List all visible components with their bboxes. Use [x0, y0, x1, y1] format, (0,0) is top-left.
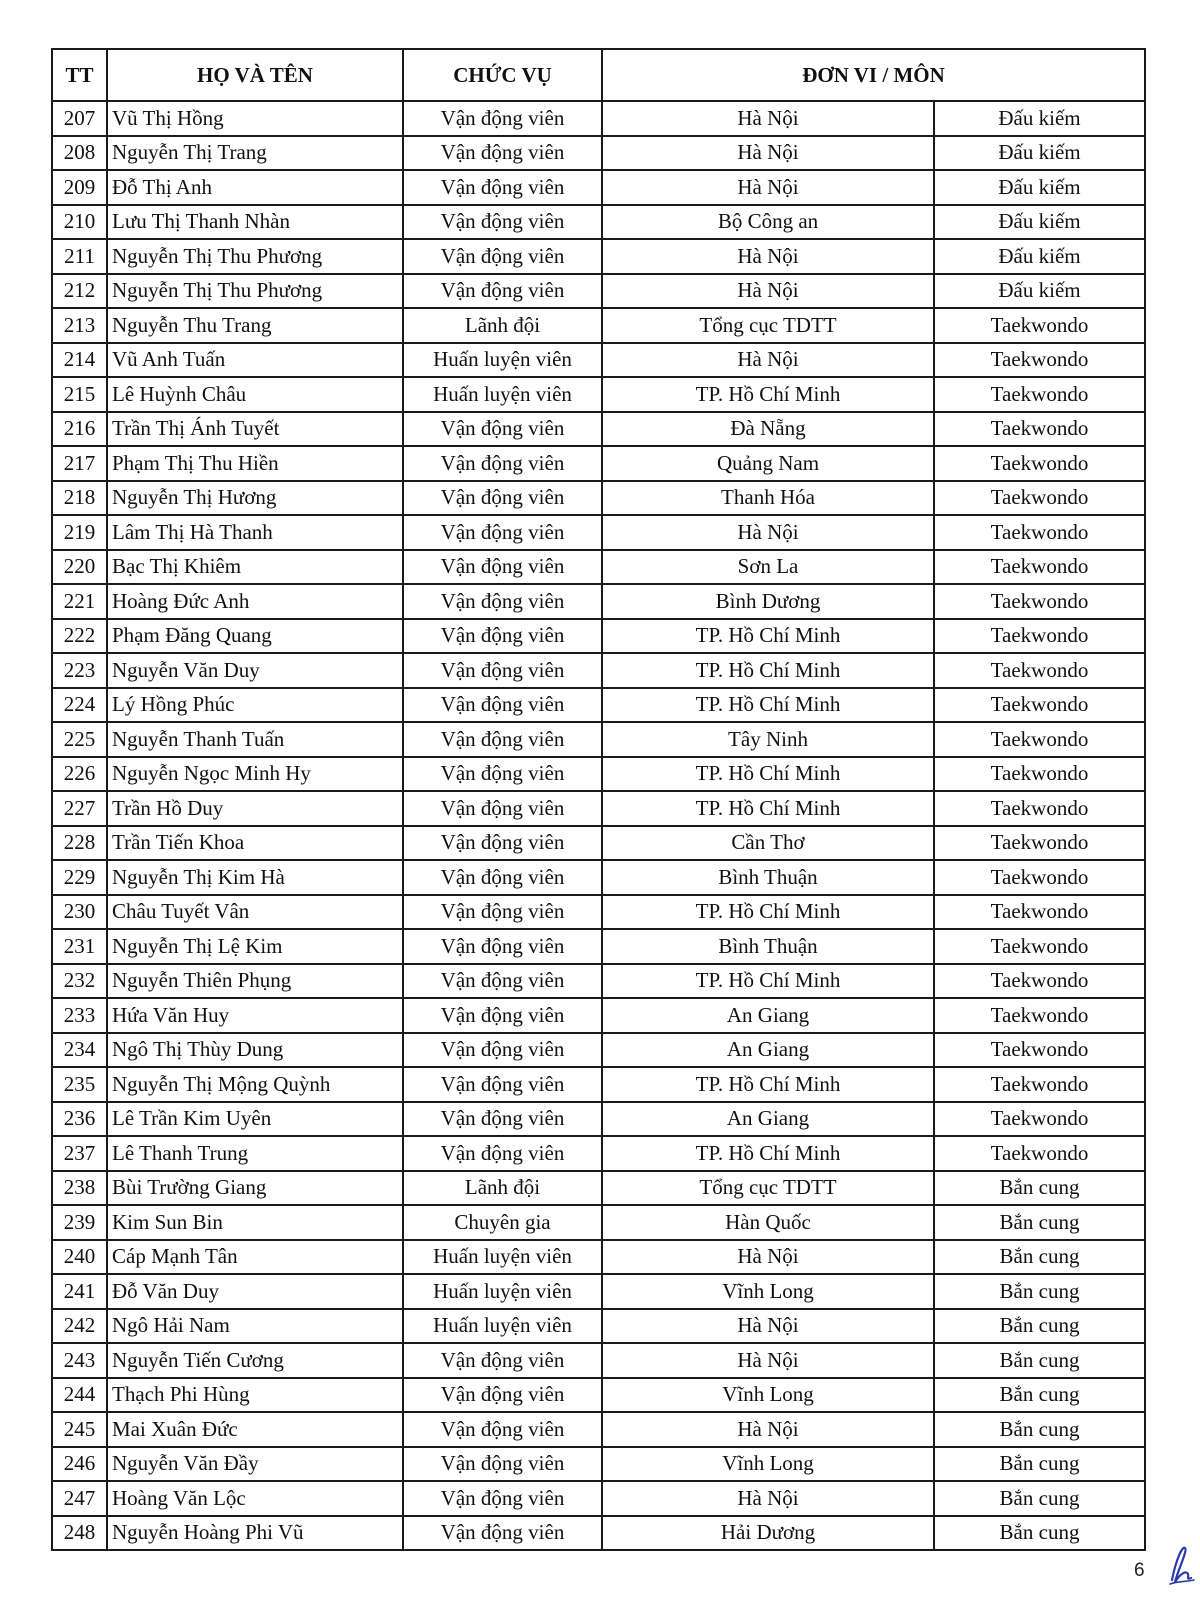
cell-unit: TP. Hồ Chí Minh: [602, 964, 934, 999]
cell-unit: An Giang: [602, 998, 934, 1033]
cell-tt: 208: [52, 136, 107, 171]
cell-sport: Bắn cung: [934, 1343, 1145, 1378]
cell-role: Vận động viên: [403, 1412, 602, 1447]
table-row: [52, 170, 1145, 205]
cell-role: Vận động viên: [403, 688, 602, 723]
cell-sport: Taekwondo: [934, 688, 1145, 723]
cell-role: Vận động viên: [403, 757, 602, 792]
table-row: [52, 1481, 1145, 1516]
cell-role: Vận động viên: [403, 274, 602, 309]
cell-sport: Taekwondo: [934, 377, 1145, 412]
cell-name: Bùi Trường Giang: [107, 1171, 403, 1206]
table-row: [52, 998, 1145, 1033]
cell-sport: Đấu kiếm: [934, 170, 1145, 205]
table-row: [52, 964, 1145, 999]
cell-role: Vận động viên: [403, 239, 602, 274]
cell-tt: 210: [52, 205, 107, 240]
cell-tt: 215: [52, 377, 107, 412]
cell-unit: Sơn La: [602, 550, 934, 585]
cell-sport: Taekwondo: [934, 1136, 1145, 1171]
cell-tt: 231: [52, 929, 107, 964]
cell-tt: 247: [52, 1481, 107, 1516]
cell-name: Nguyễn Thu Trang: [107, 308, 403, 343]
cell-sport: Taekwondo: [934, 653, 1145, 688]
cell-sport: Taekwondo: [934, 722, 1145, 757]
table-row: [52, 757, 1145, 792]
cell-name: Mai Xuân Đức: [107, 1412, 403, 1447]
table-row: [52, 1033, 1145, 1068]
cell-role: Vận động viên: [403, 964, 602, 999]
cell-sport: Taekwondo: [934, 860, 1145, 895]
cell-name: Lưu Thị Thanh Nhàn: [107, 205, 403, 240]
table-row: [52, 550, 1145, 585]
table-row: [52, 136, 1145, 171]
table-row: [52, 377, 1145, 412]
cell-tt: 212: [52, 274, 107, 309]
cell-name: Châu Tuyết Vân: [107, 895, 403, 930]
table-row: [52, 1274, 1145, 1309]
cell-tt: 213: [52, 308, 107, 343]
cell-sport: Đấu kiếm: [934, 101, 1145, 136]
cell-sport: Taekwondo: [934, 757, 1145, 792]
cell-name: Lê Thanh Trung: [107, 1136, 403, 1171]
cell-name: Trần Tiến Khoa: [107, 826, 403, 861]
cell-tt: 222: [52, 619, 107, 654]
cell-sport: Taekwondo: [934, 584, 1145, 619]
cell-unit: Cần Thơ: [602, 826, 934, 861]
table-row: [52, 1447, 1145, 1482]
cell-sport: Bắn cung: [934, 1378, 1145, 1413]
cell-tt: 228: [52, 826, 107, 861]
cell-unit: Đà Nẵng: [602, 412, 934, 447]
cell-name: Kim Sun Bin: [107, 1205, 403, 1240]
cell-role: Vận động viên: [403, 136, 602, 171]
cell-tt: 227: [52, 791, 107, 826]
cell-unit: Hà Nội: [602, 1240, 934, 1275]
cell-tt: 220: [52, 550, 107, 585]
cell-role: Huấn luyện viên: [403, 377, 602, 412]
cell-unit: Vĩnh Long: [602, 1447, 934, 1482]
cell-unit: TP. Hồ Chí Minh: [602, 791, 934, 826]
cell-unit: TP. Hồ Chí Minh: [602, 619, 934, 654]
cell-sport: Đấu kiếm: [934, 239, 1145, 274]
cell-tt: 216: [52, 412, 107, 447]
cell-name: Nguyễn Thanh Tuấn: [107, 722, 403, 757]
table-row: [52, 308, 1145, 343]
cell-name: Nguyễn Thị Thu Phương: [107, 274, 403, 309]
cell-unit: Hà Nội: [602, 170, 934, 205]
cell-tt: 236: [52, 1102, 107, 1137]
cell-tt: 214: [52, 343, 107, 378]
table-row: [52, 1309, 1145, 1344]
cell-sport: Đấu kiếm: [934, 205, 1145, 240]
cell-sport: Taekwondo: [934, 550, 1145, 585]
cell-sport: Bắn cung: [934, 1205, 1145, 1240]
cell-name: Nguyễn Thị Hương: [107, 481, 403, 516]
cell-unit: Hà Nội: [602, 136, 934, 171]
cell-name: Nguyễn Tiến Cương: [107, 1343, 403, 1378]
table-row: [52, 1343, 1145, 1378]
cell-tt: 233: [52, 998, 107, 1033]
cell-unit: Bộ Công an: [602, 205, 934, 240]
cell-role: Vận động viên: [403, 1447, 602, 1482]
cell-name: Lê Trần Kim Uyên: [107, 1102, 403, 1137]
table-row: [52, 205, 1145, 240]
cell-tt: 241: [52, 1274, 107, 1309]
table-row: [52, 1067, 1145, 1102]
cell-sport: Taekwondo: [934, 481, 1145, 516]
table-row: [52, 1136, 1145, 1171]
cell-name: Thạch Phi Hùng: [107, 1378, 403, 1413]
cell-name: Hoàng Văn Lộc: [107, 1481, 403, 1516]
cell-unit: Bình Thuận: [602, 929, 934, 964]
table-row: [52, 584, 1145, 619]
cell-name: Ngô Thị Thùy Dung: [107, 1033, 403, 1068]
table-row: [52, 791, 1145, 826]
cell-name: Nguyễn Văn Duy: [107, 653, 403, 688]
cell-tt: 240: [52, 1240, 107, 1275]
cell-sport: Taekwondo: [934, 1102, 1145, 1137]
cell-tt: 218: [52, 481, 107, 516]
cell-role: Vận động viên: [403, 826, 602, 861]
cell-unit: Hàn Quốc: [602, 1205, 934, 1240]
cell-unit: Quảng Nam: [602, 446, 934, 481]
cell-tt: 235: [52, 1067, 107, 1102]
table-row: [52, 412, 1145, 447]
cell-tt: 237: [52, 1136, 107, 1171]
cell-unit: Hà Nội: [602, 1412, 934, 1447]
cell-unit: Hà Nội: [602, 101, 934, 136]
cell-tt: 244: [52, 1378, 107, 1413]
cell-unit: Hà Nội: [602, 1309, 934, 1344]
cell-tt: 245: [52, 1412, 107, 1447]
cell-name: Cáp Mạnh Tân: [107, 1240, 403, 1275]
cell-role: Huấn luyện viên: [403, 1240, 602, 1275]
table-row: [52, 860, 1145, 895]
cell-name: Bạc Thị Khiêm: [107, 550, 403, 585]
table-row: [52, 929, 1145, 964]
cell-tt: 207: [52, 101, 107, 136]
cell-unit: TP. Hồ Chí Minh: [602, 377, 934, 412]
cell-name: Phạm Thị Thu Hiền: [107, 446, 403, 481]
cell-role: Vận động viên: [403, 860, 602, 895]
cell-tt: 224: [52, 688, 107, 723]
cell-tt: 226: [52, 757, 107, 792]
cell-tt: 225: [52, 722, 107, 757]
cell-tt: 221: [52, 584, 107, 619]
cell-sport: Taekwondo: [934, 619, 1145, 654]
cell-role: Vận động viên: [403, 481, 602, 516]
cell-role: Vận động viên: [403, 412, 602, 447]
cell-name: Hoàng Đức Anh: [107, 584, 403, 619]
cell-sport: Taekwondo: [934, 1067, 1145, 1102]
cell-tt: 230: [52, 895, 107, 930]
table-row: [52, 826, 1145, 861]
cell-sport: Taekwondo: [934, 308, 1145, 343]
cell-role: Vận động viên: [403, 929, 602, 964]
cell-unit: TP. Hồ Chí Minh: [602, 895, 934, 930]
cell-name: Nguyễn Thiên Phụng: [107, 964, 403, 999]
cell-unit: Hà Nội: [602, 1343, 934, 1378]
cell-tt: 209: [52, 170, 107, 205]
cell-unit: TP. Hồ Chí Minh: [602, 1136, 934, 1171]
cell-name: Nguyễn Thị Kim Hà: [107, 860, 403, 895]
cell-sport: Taekwondo: [934, 929, 1145, 964]
cell-role: Vận động viên: [403, 101, 602, 136]
cell-role: Vận động viên: [403, 653, 602, 688]
cell-role: Vận động viên: [403, 446, 602, 481]
cell-name: Đỗ Thị Anh: [107, 170, 403, 205]
cell-tt: 248: [52, 1516, 107, 1551]
cell-unit: Hà Nội: [602, 274, 934, 309]
cell-sport: Đấu kiếm: [934, 136, 1145, 171]
cell-unit: Bình Thuận: [602, 860, 934, 895]
cell-name: Lê Huỳnh Châu: [107, 377, 403, 412]
cell-name: Nguyễn Hoàng Phi Vũ: [107, 1516, 403, 1551]
table-row: [52, 1171, 1145, 1206]
cell-name: Nguyễn Văn Đầy: [107, 1447, 403, 1482]
table-row: [52, 515, 1145, 550]
cell-name: Trần Thị Ánh Tuyết: [107, 412, 403, 447]
table-row: [52, 481, 1145, 516]
cell-unit: Vĩnh Long: [602, 1378, 934, 1413]
cell-unit: An Giang: [602, 1102, 934, 1137]
cell-sport: Bắn cung: [934, 1481, 1145, 1516]
cell-unit: Tổng cục TDTT: [602, 308, 934, 343]
cell-role: Vận động viên: [403, 791, 602, 826]
cell-name: Nguyễn Thị Trang: [107, 136, 403, 171]
cell-unit: TP. Hồ Chí Minh: [602, 1067, 934, 1102]
table-row: [52, 1205, 1145, 1240]
table-row: [52, 343, 1145, 378]
cell-unit: Thanh Hóa: [602, 481, 934, 516]
cell-role: Huấn luyện viên: [403, 343, 602, 378]
cell-unit: Hà Nội: [602, 515, 934, 550]
header-name: HỌ VÀ TÊN: [107, 49, 403, 101]
cell-sport: Taekwondo: [934, 1033, 1145, 1068]
cell-name: Trần Hồ Duy: [107, 791, 403, 826]
table-row: [52, 653, 1145, 688]
cell-tt: 243: [52, 1343, 107, 1378]
cell-sport: Taekwondo: [934, 343, 1145, 378]
cell-unit: TP. Hồ Chí Minh: [602, 757, 934, 792]
cell-tt: 239: [52, 1205, 107, 1240]
cell-tt: 211: [52, 239, 107, 274]
cell-role: Vận động viên: [403, 1343, 602, 1378]
table-row: [52, 688, 1145, 723]
cell-sport: Taekwondo: [934, 446, 1145, 481]
table-row: [52, 101, 1145, 136]
cell-name: Vũ Thị Hồng: [107, 101, 403, 136]
cell-unit: Vĩnh Long: [602, 1274, 934, 1309]
cell-sport: Bắn cung: [934, 1171, 1145, 1206]
cell-name: Nguyễn Ngọc Minh Hy: [107, 757, 403, 792]
cell-role: Vận động viên: [403, 515, 602, 550]
cell-unit: Hà Nội: [602, 343, 934, 378]
cell-name: Phạm Đăng Quang: [107, 619, 403, 654]
cell-role: Vận động viên: [403, 1102, 602, 1137]
cell-name: Nguyễn Thị Mộng Quỳnh: [107, 1067, 403, 1102]
cell-tt: 238: [52, 1171, 107, 1206]
table-row: [52, 239, 1145, 274]
cell-role: Vận động viên: [403, 1067, 602, 1102]
cell-unit: TP. Hồ Chí Minh: [602, 688, 934, 723]
table-row: [52, 1240, 1145, 1275]
cell-sport: Taekwondo: [934, 791, 1145, 826]
roster-table: [51, 48, 1146, 1551]
cell-unit: Tây Ninh: [602, 722, 934, 757]
cell-role: Chuyên gia: [403, 1205, 602, 1240]
cell-role: Huấn luyện viên: [403, 1309, 602, 1344]
cell-role: Vận động viên: [403, 1516, 602, 1551]
cell-sport: Taekwondo: [934, 964, 1145, 999]
cell-sport: Taekwondo: [934, 998, 1145, 1033]
header-row: [52, 49, 1145, 101]
cell-role: Vận động viên: [403, 1378, 602, 1413]
cell-role: Vận động viên: [403, 1136, 602, 1171]
cell-role: Vận động viên: [403, 895, 602, 930]
cell-role: Lãnh đội: [403, 1171, 602, 1206]
cell-role: Vận động viên: [403, 584, 602, 619]
cell-sport: Đấu kiếm: [934, 274, 1145, 309]
cell-unit: Hà Nội: [602, 239, 934, 274]
cell-sport: Bắn cung: [934, 1274, 1145, 1309]
table-header: [52, 49, 1145, 101]
table-body: [52, 101, 1145, 1550]
cell-role: Vận động viên: [403, 550, 602, 585]
cell-unit: Hà Nội: [602, 1481, 934, 1516]
table-row: [52, 895, 1145, 930]
cell-tt: 232: [52, 964, 107, 999]
cell-unit: An Giang: [602, 1033, 934, 1068]
cell-name: Lâm Thị Hà Thanh: [107, 515, 403, 550]
cell-unit: Hải Dương: [602, 1516, 934, 1551]
table-row: [52, 619, 1145, 654]
table-row: [52, 446, 1145, 481]
cell-name: Hứa Văn Huy: [107, 998, 403, 1033]
table-row: [52, 722, 1145, 757]
cell-tt: 246: [52, 1447, 107, 1482]
cell-name: Đỗ Văn Duy: [107, 1274, 403, 1309]
cell-name: Ngô Hải Nam: [107, 1309, 403, 1344]
table-row: [52, 1412, 1145, 1447]
table-row: [52, 1102, 1145, 1137]
cell-role: Lãnh đội: [403, 308, 602, 343]
header-unit: ĐƠN VI / MÔN: [602, 49, 1145, 101]
cell-tt: 219: [52, 515, 107, 550]
cell-sport: Taekwondo: [934, 515, 1145, 550]
cell-sport: Bắn cung: [934, 1309, 1145, 1344]
header-tt: TT: [52, 49, 107, 101]
page-number: 6: [1134, 1560, 1145, 1581]
cell-tt: 223: [52, 653, 107, 688]
cell-unit: Bình Dương: [602, 584, 934, 619]
cell-name: Nguyễn Thị Thu Phương: [107, 239, 403, 274]
cell-role: Vận động viên: [403, 1481, 602, 1516]
cell-role: Huấn luyện viên: [403, 1274, 602, 1309]
cell-role: Vận động viên: [403, 170, 602, 205]
cell-sport: Taekwondo: [934, 412, 1145, 447]
table-row: [52, 1378, 1145, 1413]
cell-sport: Bắn cung: [934, 1447, 1145, 1482]
cell-name: Lý Hồng Phúc: [107, 688, 403, 723]
cell-tt: 229: [52, 860, 107, 895]
cell-sport: Bắn cung: [934, 1516, 1145, 1551]
cell-role: Vận động viên: [403, 619, 602, 654]
cell-role: Vận động viên: [403, 722, 602, 757]
cell-role: Vận động viên: [403, 1033, 602, 1068]
cell-name: Nguyễn Thị Lệ Kim: [107, 929, 403, 964]
signature-icon: [1166, 1540, 1196, 1588]
cell-tt: 217: [52, 446, 107, 481]
cell-sport: Taekwondo: [934, 895, 1145, 930]
cell-name: Vũ Anh Tuấn: [107, 343, 403, 378]
table-row: [52, 274, 1145, 309]
cell-sport: Taekwondo: [934, 826, 1145, 861]
cell-unit: Tổng cục TDTT: [602, 1171, 934, 1206]
cell-sport: Bắn cung: [934, 1240, 1145, 1275]
cell-role: Vận động viên: [403, 205, 602, 240]
cell-unit: TP. Hồ Chí Minh: [602, 653, 934, 688]
cell-tt: 242: [52, 1309, 107, 1344]
cell-role: Vận động viên: [403, 998, 602, 1033]
header-role: CHỨC VỤ: [403, 49, 602, 101]
cell-tt: 234: [52, 1033, 107, 1068]
cell-sport: Bắn cung: [934, 1412, 1145, 1447]
table-row: [52, 1516, 1145, 1551]
